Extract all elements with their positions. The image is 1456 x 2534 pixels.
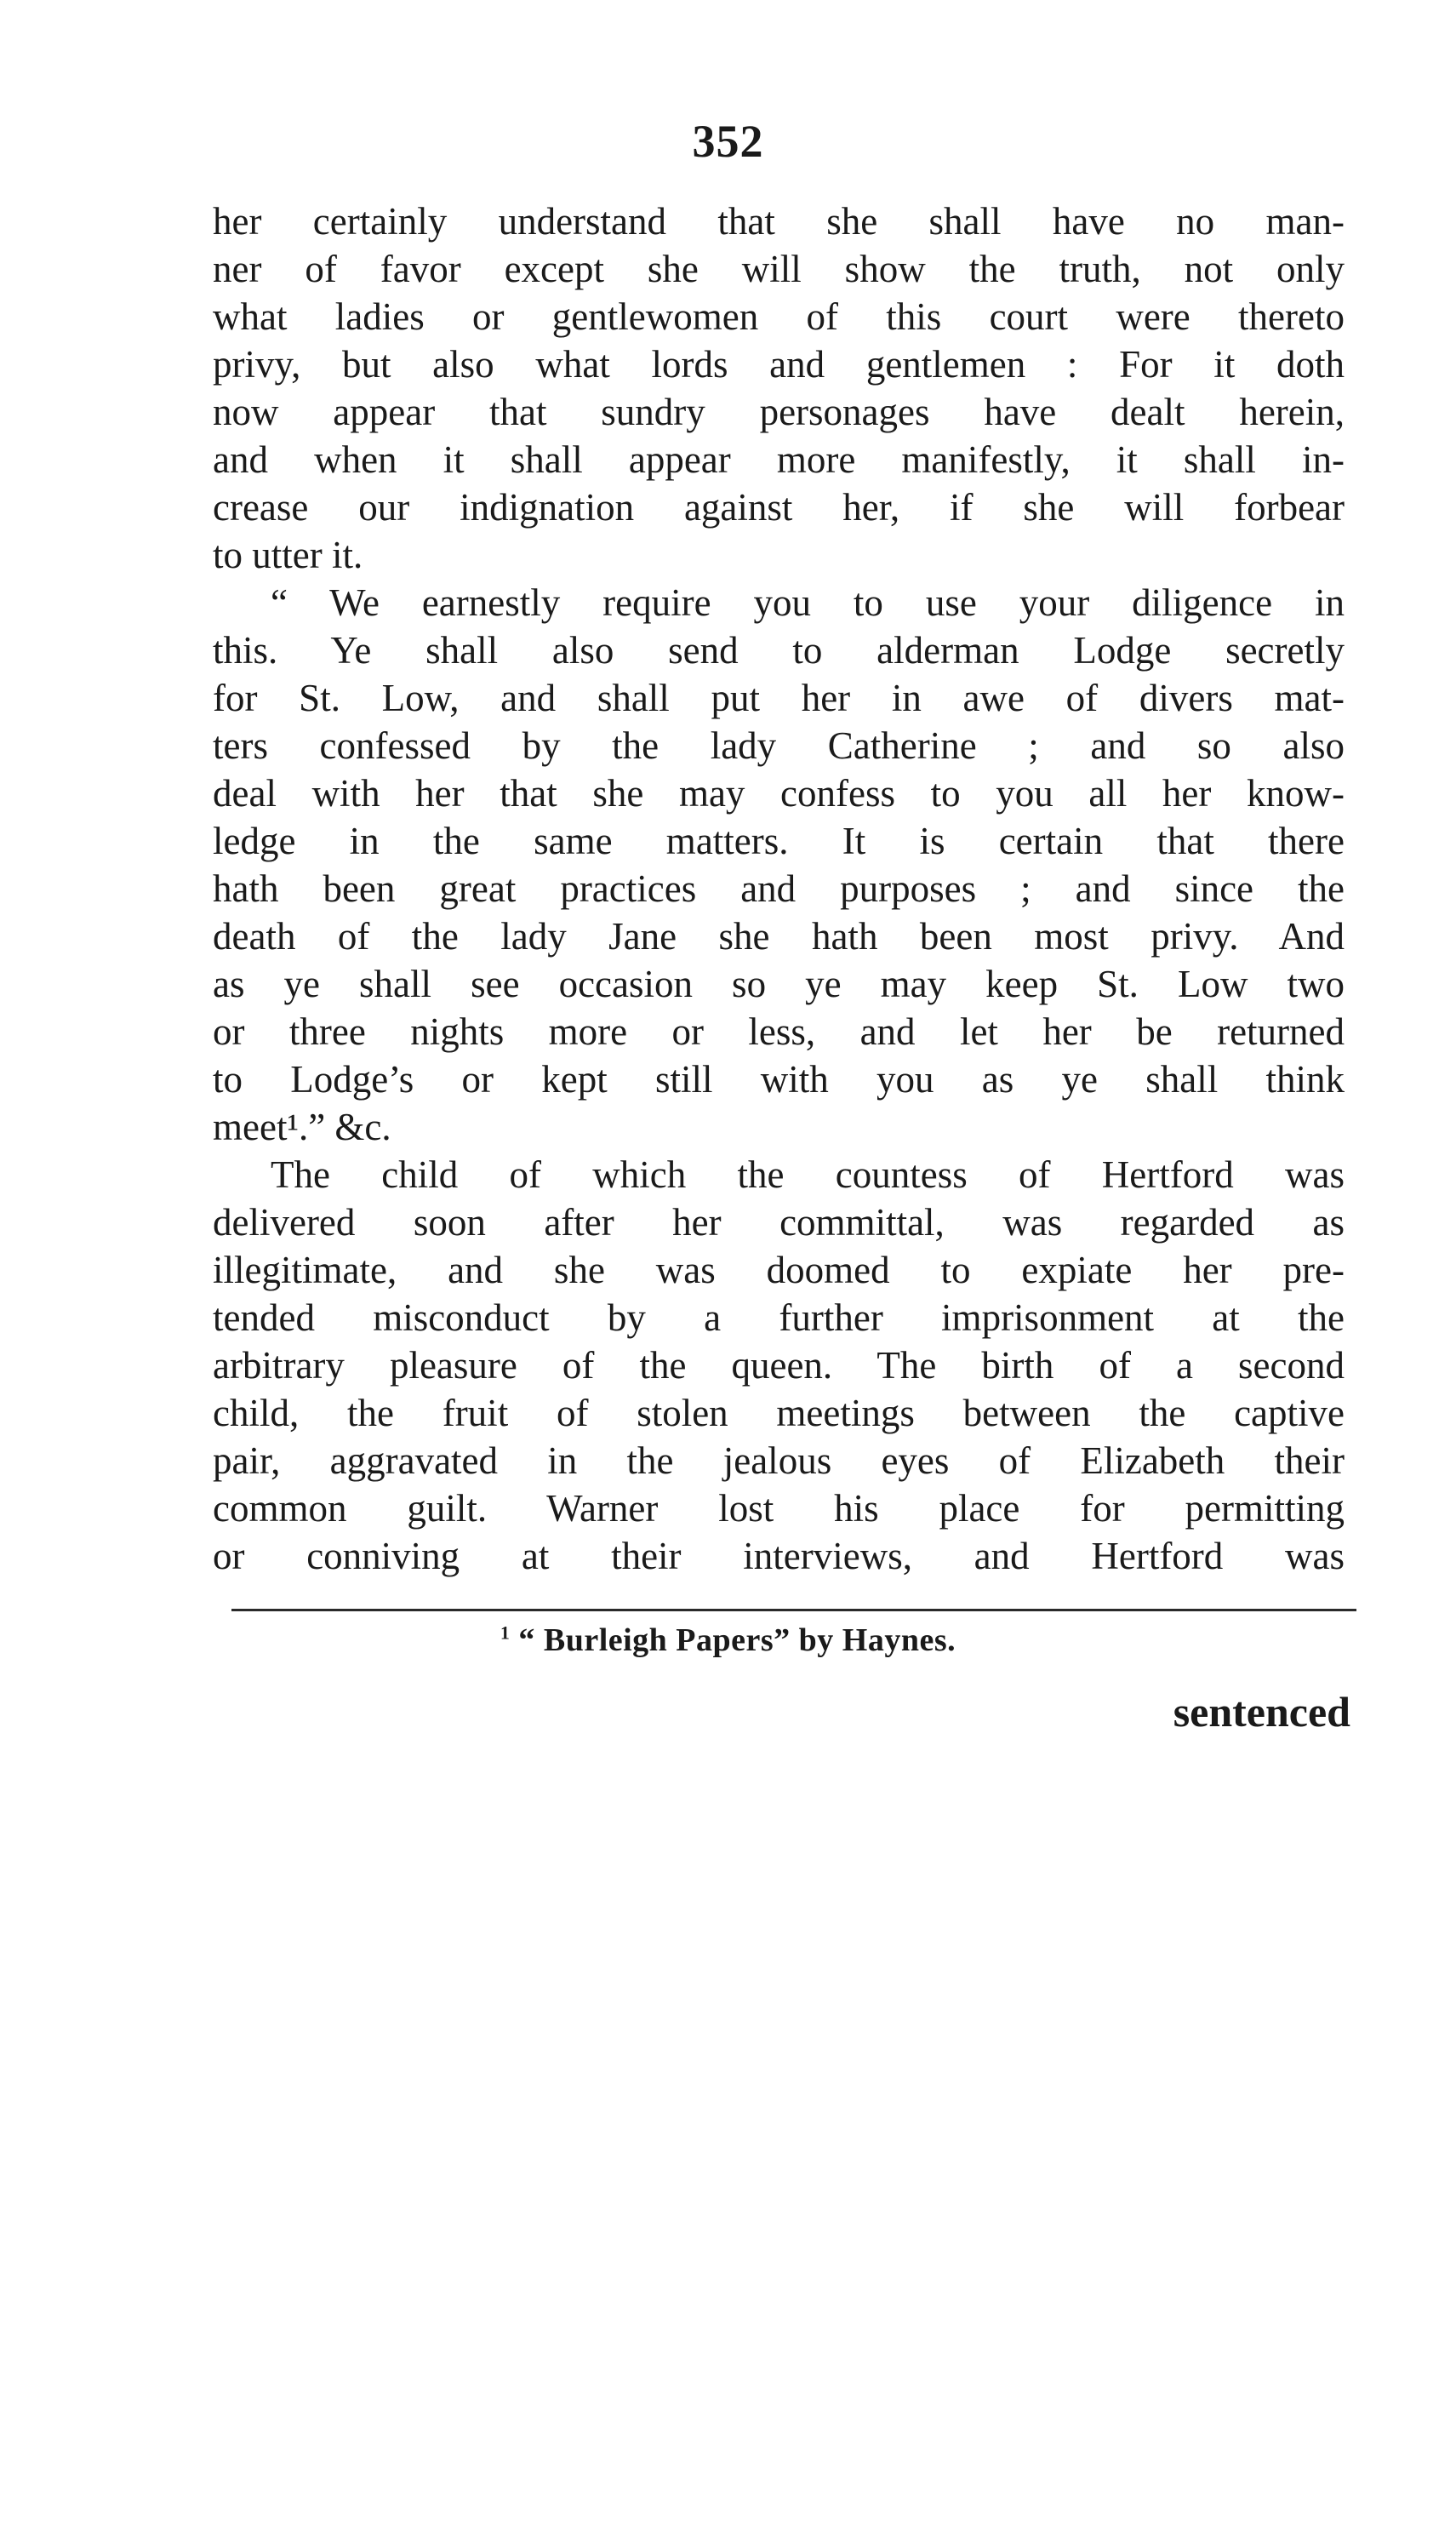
catchword: sentenced	[1173, 1688, 1350, 1736]
footnote-marker: 1	[500, 1622, 511, 1644]
text-line: now appear that sundry personages have dealt herein,	[213, 391, 1345, 433]
paragraph-narrative	[213, 1151, 1345, 1580]
paragraph-letter-continuation	[213, 197, 1345, 579]
text-line: ner of favor except she will show the truth, not only	[213, 248, 1345, 290]
text-line: to utter it.	[213, 534, 363, 576]
text-line: crease our indignation against her, if she will forbear	[213, 486, 1345, 529]
text-line: deal with her that she may confess to you all her know-	[213, 772, 1345, 815]
text-line: this. Ye shall also send to alderman Lodge secretly	[213, 629, 1345, 672]
text-line: common guilt. Warner lost his place for permitting	[213, 1487, 1345, 1530]
text-line: illegitimate, and she was doomed to expiate her pre-	[213, 1249, 1345, 1291]
text-line: tended misconduct by a further imprisonment at the	[213, 1296, 1345, 1339]
text-line: meet¹.” &c.	[213, 1106, 391, 1148]
text-line: as ye shall see occasion so ye may keep St. Low two	[213, 963, 1345, 1005]
footnote	[0, 1622, 1456, 1659]
text-line: “ We earnestly require you to use your diligence in	[271, 581, 1345, 624]
text-line: ledge in the same matters. It is certain that there	[213, 820, 1345, 862]
text-line: or three nights more or less, and let her be returned	[213, 1010, 1345, 1053]
text-line: and when it shall appear more manifestly, it shall in-	[213, 438, 1345, 481]
text-line: child, the fruit of stolen meetings between the captive	[213, 1392, 1345, 1434]
text-line: hath been great practices and purposes ; and since the	[213, 867, 1345, 910]
text-line: delivered soon after her committal, was regarded as	[213, 1201, 1345, 1244]
text-line: for St. Low, and shall put her in awe of divers mat-	[213, 677, 1345, 719]
text-line: privy, but also what lords and gentlemen : For it doth	[213, 343, 1345, 386]
text-line: her certainly understand that she shall have no man-	[213, 200, 1345, 243]
text-line: ters confessed by the lady Catherine ; and so also	[213, 724, 1345, 767]
footnote-rule	[231, 1609, 1356, 1611]
text-line: to Lodge’s or kept still with you as ye shall think	[213, 1058, 1345, 1101]
footnote-text: “ Burleigh Papers” by Haynes.	[518, 1622, 956, 1658]
text-line: The child of which the countess of Hertford was	[271, 1153, 1345, 1196]
text-line: pair, aggravated in the jealous eyes of Elizabeth their	[213, 1439, 1345, 1482]
text-line: what ladies or gentlewomen of this court were thereto	[213, 295, 1345, 338]
text-line: or conniving at their interviews, and Hertford was	[213, 1535, 1345, 1577]
paragraph-letter-quote	[213, 579, 1345, 1151]
page-number: 352	[692, 116, 764, 167]
text-line: arbitrary pleasure of the queen. The birth of a second	[213, 1344, 1345, 1387]
text-line: death of the lady Jane she hath been most privy. And	[213, 915, 1345, 958]
